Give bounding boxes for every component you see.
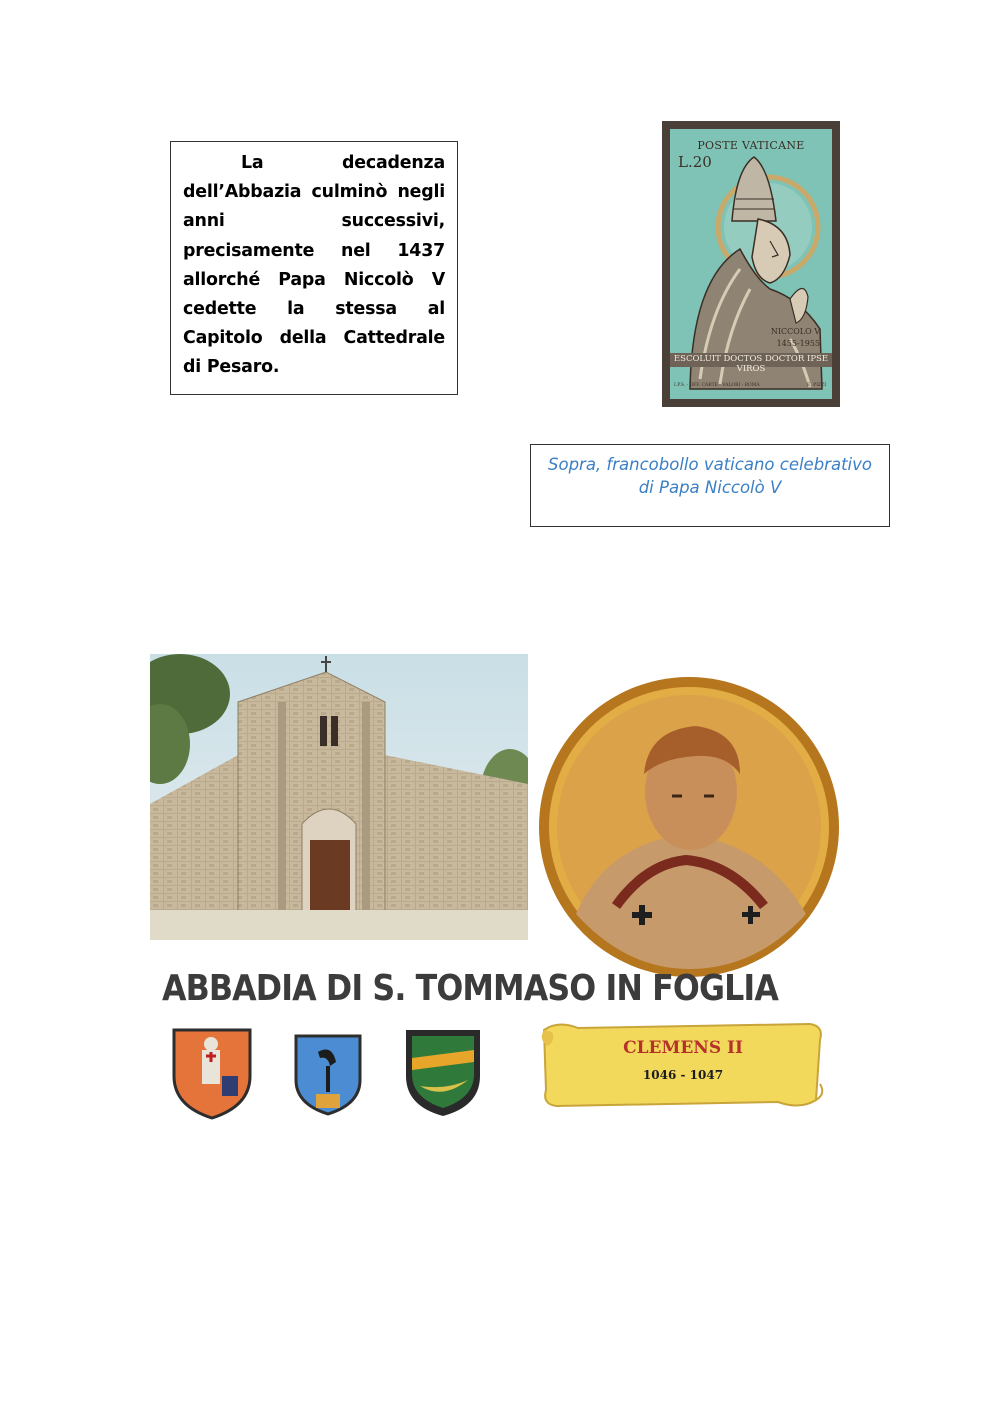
text-box-paragraph: La decadenza dell’Abbazia culminò negli anni successivi, precisamente nel 1437 allorché Papa Niccolò V cedette la stessa al Capitolo della Cattedrale di Pesaro. [183, 153, 445, 378]
stamp-country: POSTE VATICANE [697, 139, 805, 152]
stamp-value: L.20 [678, 153, 712, 171]
stamp-name: NICCOLO V [770, 327, 820, 336]
scroll-years: 1046 - 1047 [642, 1068, 724, 1082]
clemens-scroll [538, 1020, 828, 1110]
stamp-engraver: E. PIZZI [807, 383, 826, 388]
caption-line-1: Sopra, francobollo vaticano celebrativo [548, 455, 872, 474]
stamp-face [670, 129, 832, 399]
stamp-caption [530, 444, 890, 527]
vatican-stamp-image [662, 121, 840, 407]
scroll-name: CLEMENS II [623, 1038, 743, 1058]
church-photo [150, 654, 528, 940]
abbey-collage-image [150, 654, 853, 1130]
caption-line-2: di Papa Niccolò V [638, 478, 782, 497]
coat-of-arms-3-icon [400, 1024, 486, 1120]
coat-of-arms-1-icon [170, 1026, 254, 1122]
coat-of-arms-2-icon [292, 1032, 364, 1118]
stamp-motto: ESCOLUIT DOCTOS DOCTOR IPSE VIROS [673, 354, 829, 374]
stamp-printer: I.P.S. - OFF. CARTE - VALORI - ROMA [674, 383, 760, 388]
pope-clemens-medallion [536, 674, 843, 981]
abbey-title: ABBADIA DI S. TOMMASO IN FOGLIA [162, 968, 778, 1009]
text-box [170, 141, 458, 395]
stamp-years: 1455-1955 [776, 339, 820, 348]
